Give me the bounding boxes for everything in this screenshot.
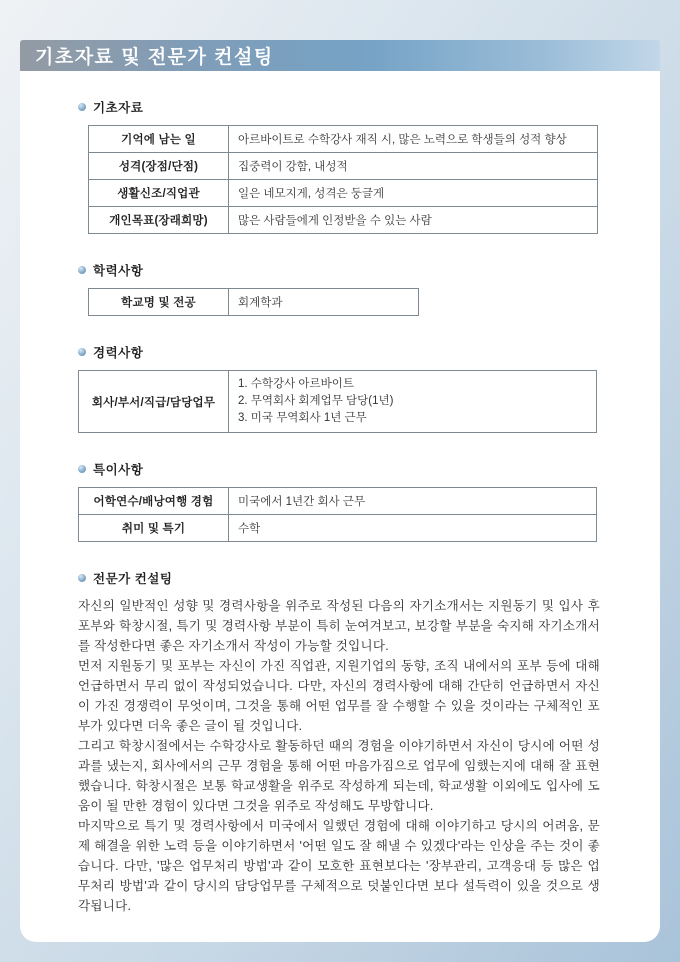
education-table <box>88 288 419 316</box>
section-education <box>78 261 600 316</box>
consulting-paragraph: 먼저 지원동기 및 포부는 자신이 가진 직업관, 지원기업의 동향, 조직 내에서의 포부 등에 대해 언급하면서 무리 없이 작성되었습니다. 다만, 자신의 경력사항에 대해 간단히 언급하면서 자신이 가진 경쟁력이 무엇이며, 그것을 통해 어떤 업무를 잘 수행할 수 있을 것이라는 구체적인 포부가 있다면 더욱 좋은 글이 될 것입니다. <box>78 659 600 733</box>
consulting-paragraph: 마지막으로 특기 및 경력사항에서 미국에서 일했던 경험에 대해 이야기하고 당시의 어려움, 문제 해결을 위한 노력 등을 이야기하면서 '어떤 일도 잘 해낼 수 있겠다'라는 인상을 주는 것이 좋습니다. 다만, '많은 업무처리 방법'과 같이 모호한 표현보다는 '장부관리, 고객응대 등 많은 업무처리 방법'과 같이 당시의 담당업무를 구체적으로 덧붙인다면 보다 설득력이 있을 것으로 생각됩니다. <box>78 819 600 913</box>
table-row <box>89 289 419 316</box>
consulting-heading <box>78 569 600 587</box>
row-label: 생활신조/직업관 <box>89 180 229 207</box>
row-value <box>229 371 597 433</box>
row-label: 기억에 남는 일 <box>89 126 229 153</box>
table-row <box>89 207 598 234</box>
career-heading-label: 경력사항 <box>93 346 144 360</box>
page-title-bar <box>20 40 660 71</box>
bullet-icon <box>78 574 86 582</box>
career-table <box>78 370 597 433</box>
bullet-icon <box>78 348 86 356</box>
row-label: 어학연수/배낭여행 경험 <box>79 488 229 515</box>
row-value: 집중력이 강함, 내성적 <box>229 153 598 180</box>
special-notes-heading <box>78 460 600 478</box>
education-heading <box>78 261 600 279</box>
row-label: 성격(장점/단점) <box>89 153 229 180</box>
table-row <box>79 515 597 542</box>
table-row <box>79 488 597 515</box>
career-line: 2. 무역회사 회계업무 담당(1년) <box>238 395 394 407</box>
row-label: 개인목표(장래희망) <box>89 207 229 234</box>
consulting-heading-label: 전문가 컨설팅 <box>93 572 173 586</box>
bullet-icon <box>78 266 86 274</box>
row-value: 아르바이트로 수학강사 재직 시, 많은 노력으로 학생들의 성적 향상 <box>229 126 598 153</box>
education-heading-label: 학력사항 <box>93 264 144 278</box>
page-title: 기초자료 및 전문가 컨설팅 <box>35 47 274 68</box>
consulting-paragraph: 자신의 일반적인 성향 및 경력사항을 위주로 작성된 다음의 자기소개서는 지원동기 및 입사 후 포부와 학창시절, 특기 및 경력사항 부분이 특히 눈여겨보고, 보강할 부분을 숙지해 자기소개서를 작성한다면 좋은 자기소개서 작성이 가능할 것입니다. <box>78 599 600 653</box>
bullet-icon <box>78 103 86 111</box>
basic-info-heading <box>78 98 600 116</box>
career-heading <box>78 343 600 361</box>
row-label: 학교명 및 전공 <box>89 289 229 316</box>
career-line: 1. 수학강사 아르바이트 <box>238 378 354 390</box>
table-row <box>89 126 598 153</box>
table-row <box>79 371 597 433</box>
section-basic-info <box>78 98 600 234</box>
row-value: 수학 <box>229 515 597 542</box>
row-value: 많은 사람들에게 인정받을 수 있는 사람 <box>229 207 598 234</box>
section-special-notes <box>78 460 600 542</box>
basic-info-table <box>88 125 598 234</box>
row-value: 미국에서 1년간 회사 근무 <box>229 488 597 515</box>
row-value: 일은 네모지게, 성격은 둥글게 <box>229 180 598 207</box>
table-row <box>89 153 598 180</box>
row-label: 회사/부서/직급/담당업무 <box>79 371 229 433</box>
consulting-paragraph: 그리고 학창시절에서는 수학강사로 활동하던 때의 경험을 이야기하면서 자신이 당시에 어떤 성과를 냈는지, 회사에서의 근무 경험을 통해 어떤 마음가짐으로 업무에 임했는지에 대해 잘 표현했습니다. 학창시절은 보통 학교생활을 위주로 작성하게 되는데, 학교생활 이외에도 입사에 도움이 될 만한 경험이 있다면 그것을 위주로 작성해도 무방합니다. <box>78 739 600 813</box>
section-career <box>78 343 600 433</box>
special-notes-heading-label: 특이사항 <box>93 463 144 477</box>
row-value: 회계학과 <box>229 289 419 316</box>
row-label: 취미 및 특기 <box>79 515 229 542</box>
document-page <box>20 71 660 942</box>
consulting-body <box>78 596 600 916</box>
career-line: 3. 미국 무역회사 1년 근무 <box>238 412 367 424</box>
table-row <box>89 180 598 207</box>
bullet-icon <box>78 465 86 473</box>
basic-info-heading-label: 기초자료 <box>93 101 144 115</box>
section-expert-consulting <box>78 569 600 916</box>
special-notes-table <box>78 487 597 542</box>
